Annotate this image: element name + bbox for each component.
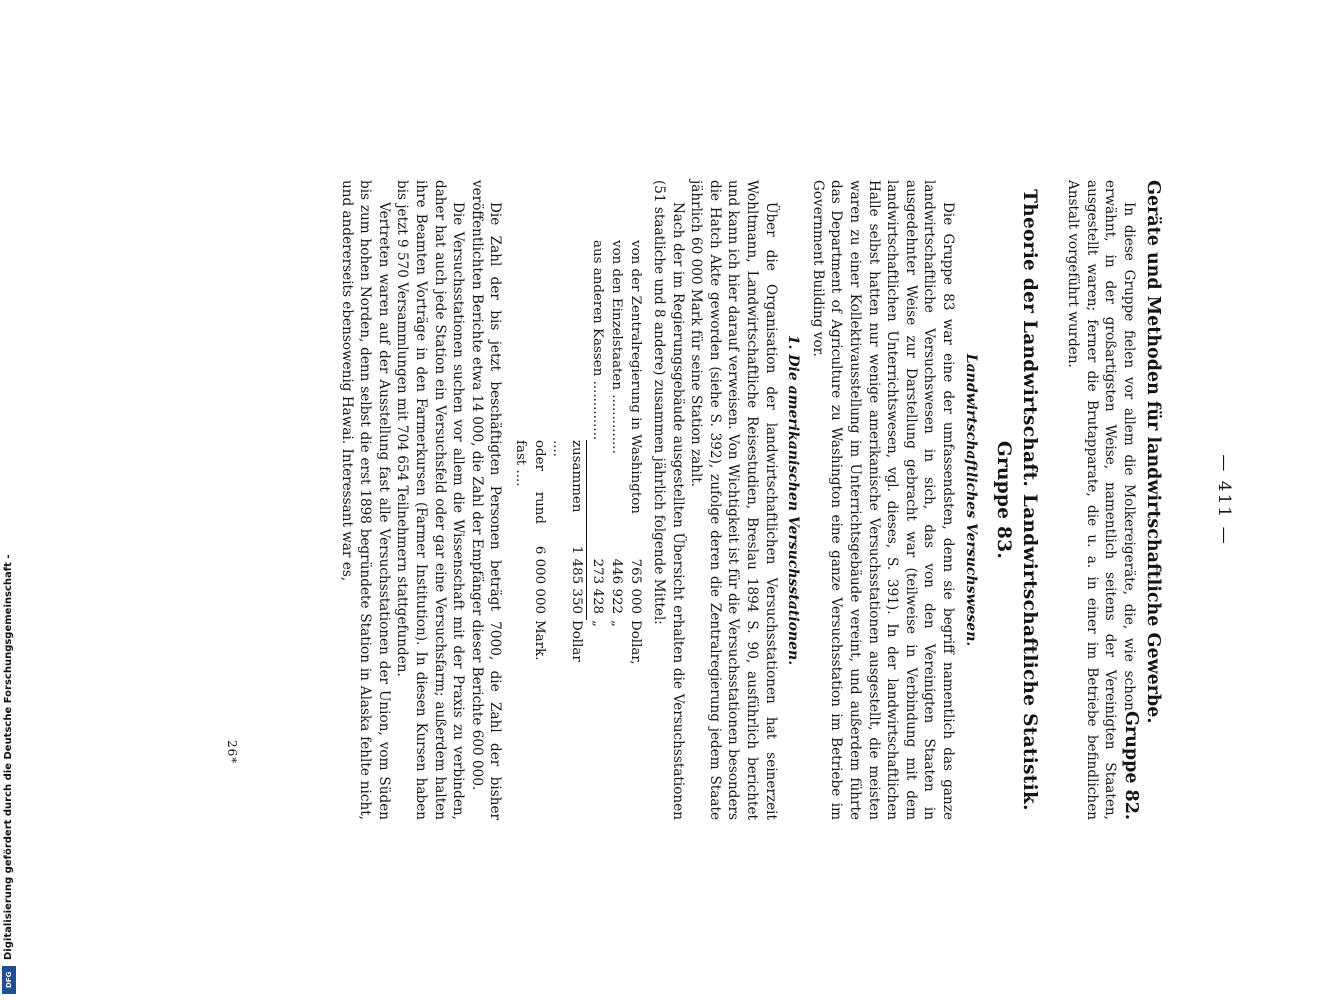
ledger-amount: 446 922 (608, 558, 624, 614)
digitization-footer (2, 554, 18, 996)
paragraph-1: In diese Gruppe fielen vor allem die Molkereigeräte, die, wie schon erwähnt, in der großartigsten Weise, namentlich seitens der Vereinigten Staaten, ausgestellt waren; ferner die Brutapparate, die u. a. in einer im Betriebe befindlichen Anstalt vorgeführt wurden. (1065, 180, 1137, 820)
ledger-sum-rule (586, 440, 587, 620)
funding-ledger (510, 240, 643, 670)
ledger-row (625, 240, 644, 670)
ledger-round-row (510, 240, 547, 670)
ledger-unit: Dollar, (627, 620, 643, 665)
ledger-unit: „ (608, 620, 624, 627)
paragraph-4: Nach der im Regierungsgebäude ausgestellten Übersicht erhalten die Versuchsstationen (51 staatliche und 8 andere) zusammen jährlich folgende Mittel: (651, 180, 686, 820)
rotated-page (134, 180, 1234, 820)
paragraph-7: Vertreten waren auf der Ausstellung fast alle Versuchsstationen der Union, vom Süden bis zum hohen Norden, denn selbst die erst 1898 begründete Station in Alaska fehlte nicht, und andererseits ebensowenig Hawai. Interessant war es, (338, 180, 392, 820)
ledger-total-unit: Dollar (568, 620, 584, 662)
paragraph-5: Die Zahl der bis jetzt beschäftigten Personen beträgt 7000, die Zahl der bisher veröffentlichten Berichte etwa 14 000, die Zahl der Empfänger dieser Berichte 600 000. (468, 180, 504, 820)
ledger-total-label: zusammen .... (550, 440, 584, 513)
heading-group-82 (1121, 180, 1164, 820)
signature-mark: 26* (225, 740, 239, 765)
digitization-credit: Digitalisierung gefördert durch die Deutsche Forschungsgemeinschaft - (3, 554, 14, 960)
ledger-label: von der Zentralregierung in Washington (627, 240, 643, 514)
ledger-round-unit: Mark. (531, 620, 547, 661)
heading-group-label: Gruppe 82. (1121, 710, 1141, 820)
dfg-logo-icon: DFG (2, 966, 16, 994)
ledger-round-amount: 6 000 000 (531, 545, 547, 614)
ledger-unit: „ (590, 620, 606, 627)
ledger-total-row (548, 240, 585, 670)
ledger-amount: 273 428 (590, 558, 606, 614)
paragraph-3: Über die Organisation der landwirtschaftlichen Versuchsstationen hat seinerzeit Wohltmann, Landwirtschaftliche Reisestudien, Breslau 1894 S. 90, ausführlich berichtet und kann ich hier darauf verweisen. Von Wichtigkeit ist für die Versuchsstationen besonders die Hatch Akte geworden (siehe S. 392), zufolge deren die Zentralregierung jedem Staate jährlich 60 000 Mark für seine Station zahlt. (688, 180, 779, 820)
section-heading-83: Theorie der Landwirtschaft. Landwirtschaftliche Statistik. Gruppe 83. (992, 189, 1040, 811)
ledger-amount: 765 000 (627, 558, 643, 614)
paragraph-6: Die Versuchsstationen suchen vor allem die Wissenschaft mit der Praxis zu verbinden, daher hat auch jede Station ein Versuchsfeld oder gar eine Versuchsfarm; außerdem halten ihre Beamten Vorträge in den Farmerkursen (Farmer Institution). In diesen Kursen haben bis jetzt 9 570 Versammlungen mit 704 654 Teilnehmern stattgefunden. (394, 180, 467, 820)
subheading-versuchswesen: Landwirtschaftliches Versuchswesen. (962, 353, 979, 647)
page-number: — 411 — (1214, 454, 1234, 546)
ledger-label: von den Einzelstaaten .............. (608, 240, 624, 454)
paragraph-2: Die Gruppe 83 war eine der umfassendsten, denn sie begriff namentlich das ganze landwirtschaftliche Versuchswesen in sich, das von den Vereinigten Staaten in ausgedehnter Weise zur Darstellung gebracht war (teilweise in Verbindung mit dem landwirtschaftlichen Unterrichtswesen, vgl. dieses, S. 391). In der landwirtschaftlichen Halle selbst hatten nur wenige amerikanische Versuchsstationen ausgestellt, die meisten waren zu einer Kollektivausstellung im Unterrichtsgebäude vereint, und außerdem führte das Department of Agriculture zu Washington eine ganze Versuchsstation im Betriebe im Government Building vor. (809, 180, 957, 820)
page-body (337, 180, 1164, 820)
subheading-amerikanische-stationen: 1. Die amerikanischen Versuchsstationen. (785, 334, 802, 666)
ledger-round-label: oder rund fast .... (512, 440, 547, 524)
ledger-label: aus anderen Kassen .............. (590, 240, 606, 441)
ledger-row (588, 240, 607, 670)
ledger-row (606, 240, 625, 670)
ledger-total-amount: 1 485 350 (568, 545, 584, 614)
heading-main-title: Geräte und Methoden für landwirtschaftliche Gewerbe. (1143, 180, 1163, 724)
